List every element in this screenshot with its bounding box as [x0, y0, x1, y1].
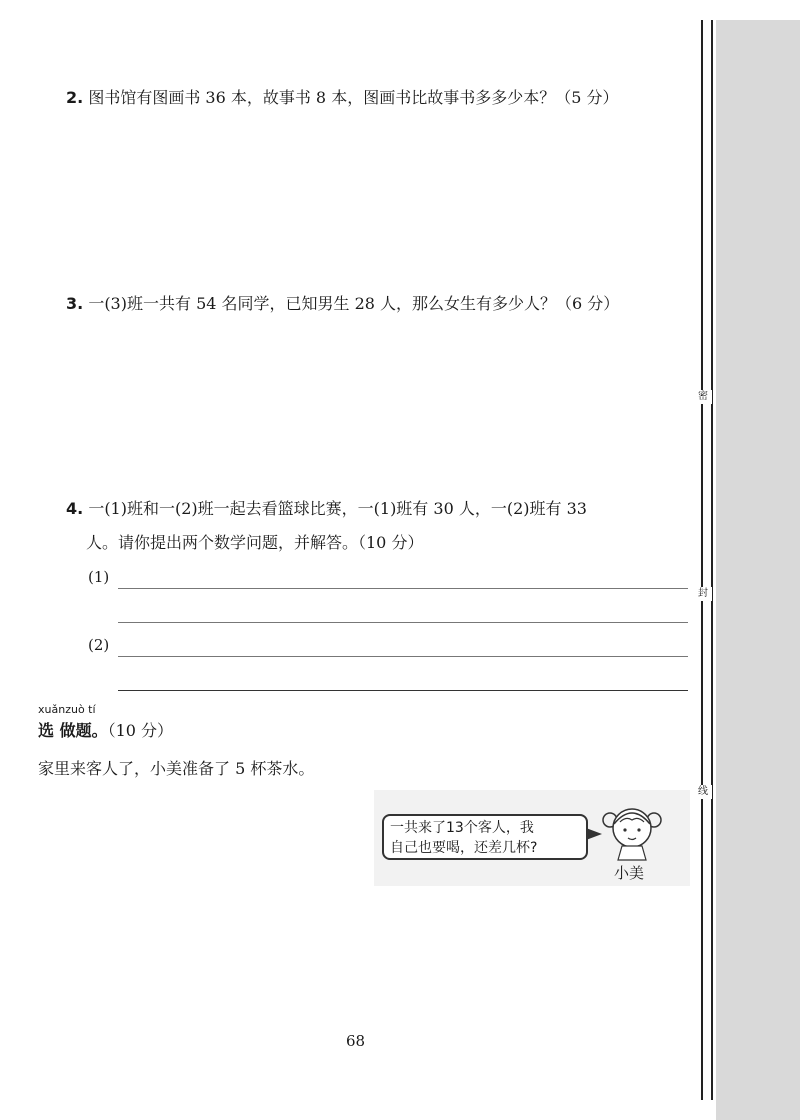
question-2 — [66, 86, 618, 110]
question-2-text: 图书馆有图画书 36 本，故事书 8 本，图画书比故事书多多少本？（5 分） — [88, 88, 619, 107]
answer-line-1b[interactable] — [118, 622, 688, 623]
answer-line-1a[interactable] — [118, 588, 688, 589]
optional-pinyin: xuǎnzuò tí — [38, 703, 96, 716]
girl-name: 小美 — [614, 864, 645, 882]
illustration — [374, 790, 690, 886]
seal-char-mi: 密 — [694, 390, 712, 404]
question-3-text: 一(3)班一共有 54 名同学，已知男生 28 人，那么女生有多少人？（6 分） — [88, 294, 620, 313]
gray-margin-band — [716, 20, 800, 1120]
speech-bubble — [382, 814, 588, 860]
girl-icon — [602, 798, 662, 862]
answer-line-2a[interactable] — [118, 656, 688, 657]
seal-line-outer — [701, 20, 703, 1100]
question-2-number: 2. — [66, 88, 84, 107]
question-4-text-line1: 一(1)班和一(2)班一起去看篮球比赛，一(1)班有 30 人，一(2)班有 33 — [88, 499, 587, 518]
optional-heading — [38, 718, 173, 741]
bubble-line-1: 一共来了13个客人，我 — [390, 820, 534, 836]
bubble-tail — [586, 828, 602, 840]
answer-label-2: (2) — [88, 636, 110, 654]
answer-line-2b[interactable] — [118, 690, 688, 691]
seal-char-feng: 封 — [694, 587, 712, 601]
question-3 — [66, 292, 619, 316]
seal-char-xian: 线 — [694, 785, 712, 799]
optional-points: （10 分） — [107, 721, 174, 740]
question-4 — [66, 497, 696, 555]
answer-label-1: (1) — [88, 568, 110, 586]
question-4-text-line2: 人。请你提出两个数学问题，并解答。（10 分） — [86, 533, 424, 552]
optional-body: 家里来客人了，小美准备了 5 杯茶水。 — [38, 759, 315, 778]
page-number: 68 — [346, 1032, 366, 1050]
question-4-number: 4. — [66, 499, 84, 518]
bubble-line-2: 自己也要喝，还差几杯? — [390, 840, 538, 856]
optional-title: 选 做题。 — [38, 721, 108, 740]
seal-line-inner — [711, 20, 713, 1100]
question-3-number: 3. — [66, 294, 84, 313]
